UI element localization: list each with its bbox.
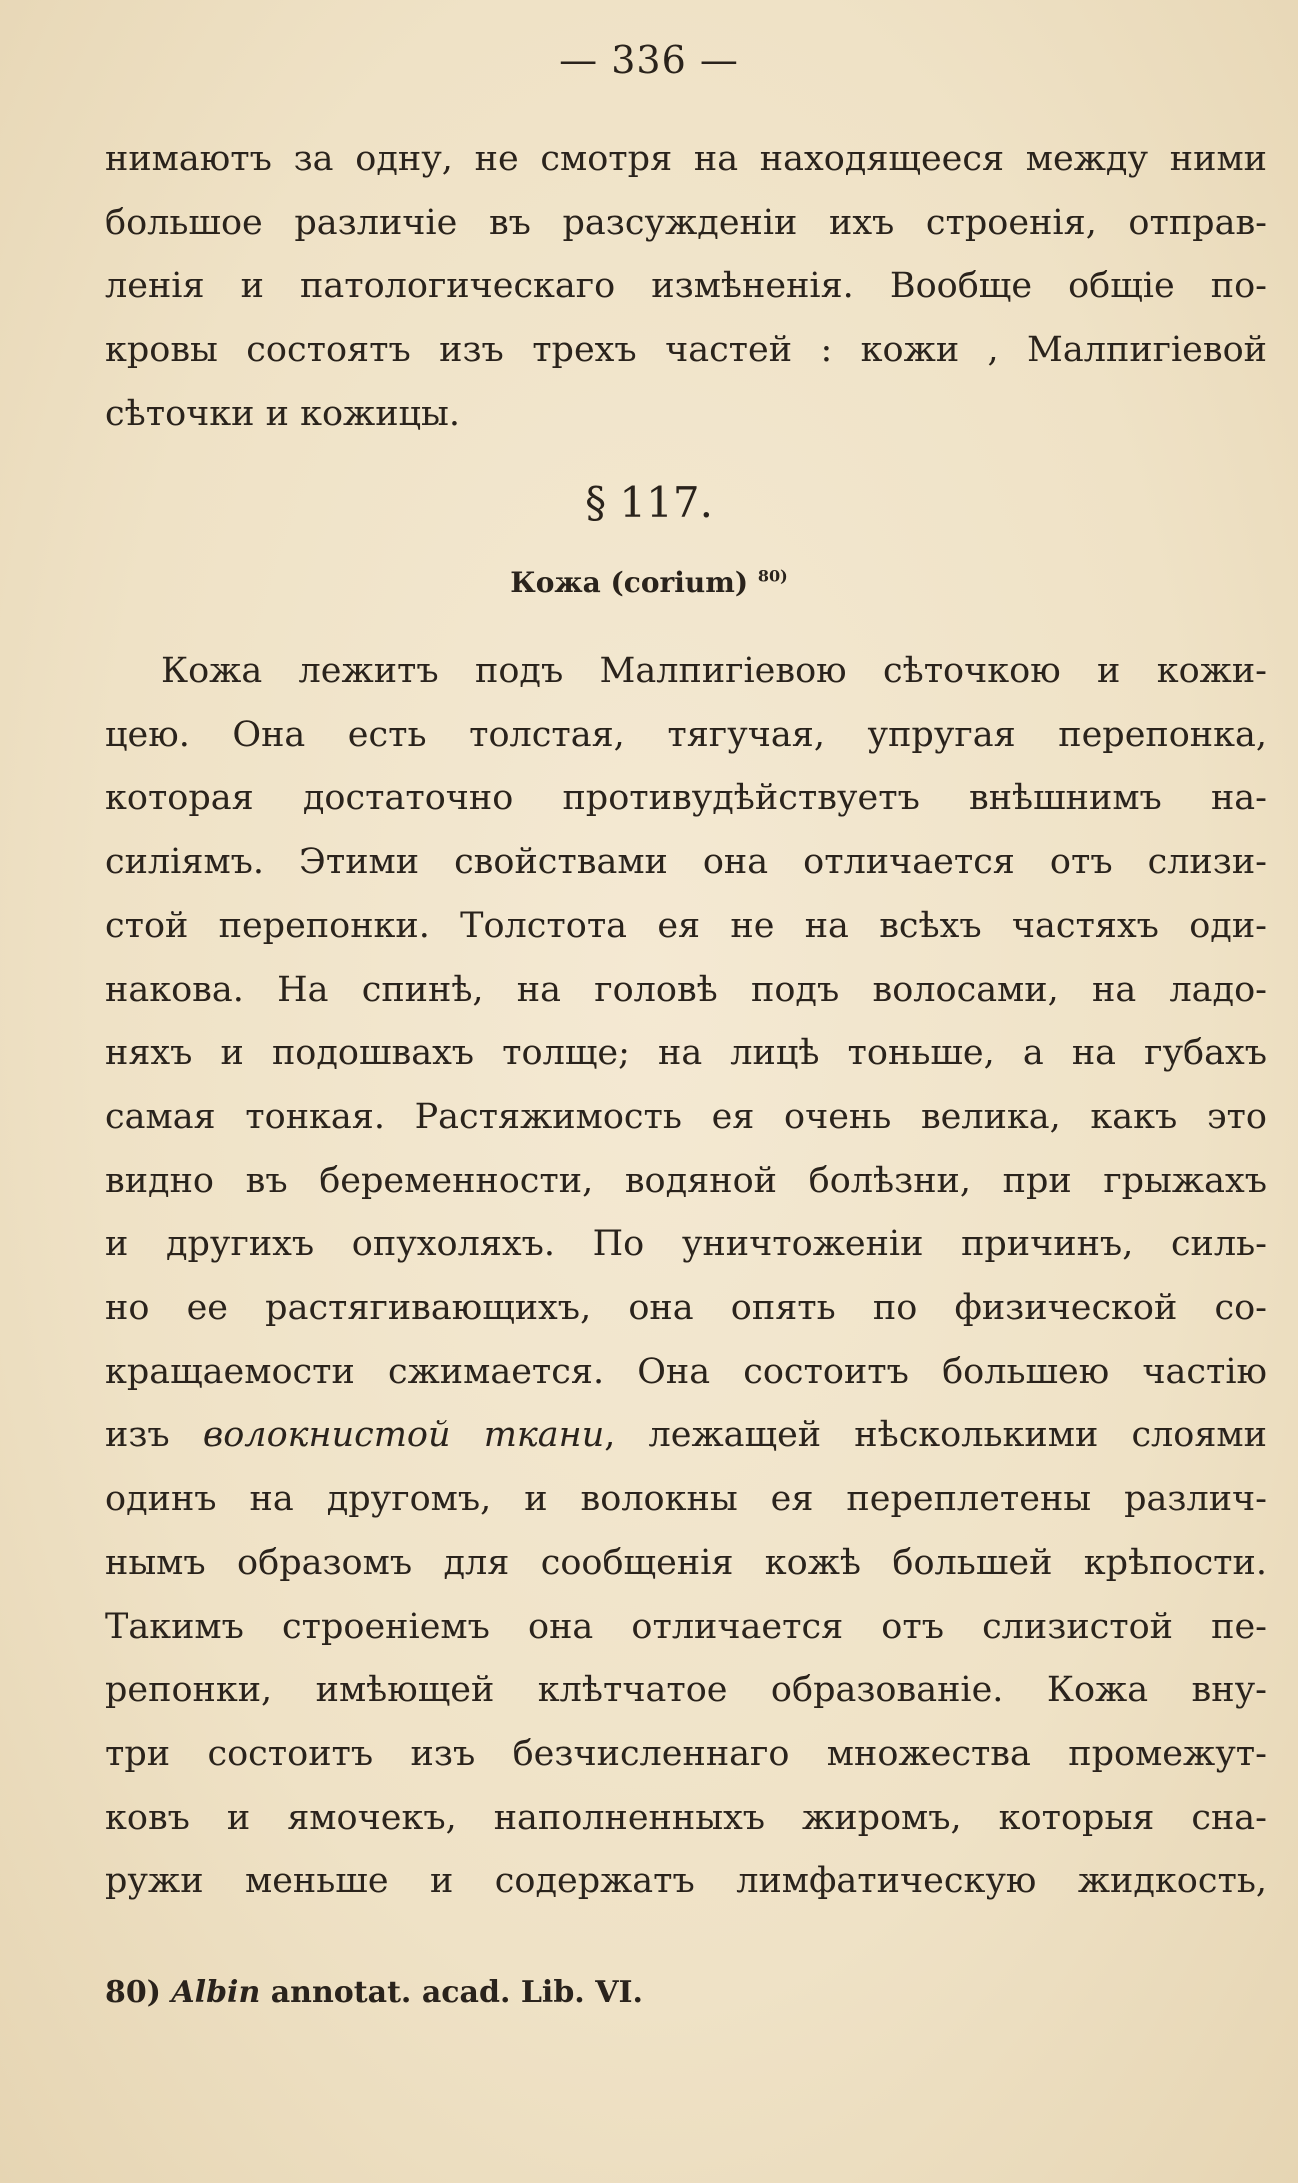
text-line: накова. На спинѣ, на головѣ подъ волосами, на ладо- — [105, 969, 1267, 1010]
text-line: кровы состоятъ изъ трехъ частей : кожи , Малпигіевой — [105, 330, 1267, 371]
text-line: няхъ и подошвахъ толще; на лицѣ тоньше, а на губахъ — [105, 1033, 1267, 1074]
footnote-text: annotat. acad. Lib. VI. — [260, 1975, 643, 2010]
text-line: репонки, имѣющей клѣтчатое образованіе. Кожа вну- — [105, 1670, 1267, 1711]
text-line: ружи меньше и содержатъ лимфатическую жидкость, — [105, 1861, 1267, 1902]
text-line: видно въ беременности, водяной болѣзни, при грыжахъ — [105, 1160, 1267, 1201]
text-line: нымъ образомъ для сообщенія кожѣ большей крѣпости. — [105, 1542, 1267, 1583]
text-line: самая тонкая. Растяжимость ея очень велика, какъ это — [105, 1096, 1267, 1137]
footnote — [105, 1975, 643, 2010]
page-number: — 336 — — [559, 38, 739, 82]
footnote-reference: 80) — [757, 566, 788, 586]
text-line: нимаютъ за одну, не смотря на находящееся между ними — [105, 139, 1267, 179]
text-line: три состоитъ изъ безчисленнаго множества промежут- — [105, 1733, 1267, 1774]
text-line: кращаемости сжимается. Она состоитъ большею частію — [105, 1351, 1267, 1392]
paragraph-continued — [105, 128, 1267, 447]
text-line: но ее растягивающихъ, она опять по физической со- — [105, 1288, 1267, 1329]
text-line-with-italic — [105, 1404, 1267, 1468]
italic-term: волокнистой ткани — [202, 1415, 605, 1456]
text-line: стой перепонки. Толстота ея не на всѣхъ частяхъ оди- — [105, 905, 1267, 946]
text-line: большое различіе въ разсужденіи ихъ строенія, отправ- — [105, 202, 1267, 243]
text-line: ковъ и ямочекъ, наполненныхъ жиромъ, которыя сна- — [105, 1797, 1267, 1838]
text-line: которая достаточно противудѣйствуетъ внѣшнимъ на- — [105, 778, 1267, 819]
text-line: Такимъ строеніемъ она отличается отъ слизистой пе- — [105, 1606, 1267, 1647]
section-number: § 117. — [585, 478, 713, 527]
section-title-text: Кожа (corium) — [510, 566, 749, 599]
paragraph-skin — [105, 640, 1267, 1914]
text-line: сѣточки и кожицы. — [105, 393, 461, 434]
text-line: одинъ на другомъ, и волокны ея переплетены различ- — [105, 1479, 1267, 1520]
text-line: и другихъ опухоляхъ. По уничтоженіи причинъ, силь- — [105, 1224, 1267, 1265]
footnote-author: Albin — [171, 1975, 261, 2010]
text-segment: , лежащей нѣсколькими слоями — [604, 1415, 1267, 1456]
text-line: силіямъ. Этими свойствами она отличается отъ слизи- — [105, 842, 1267, 883]
footnote-number: 80) — [105, 1975, 161, 2010]
section-title — [0, 566, 1298, 599]
text-line: цею. Она есть толстая, тягучая, упругая перепонка, — [105, 714, 1267, 755]
text-segment: изъ — [105, 1415, 203, 1456]
text-line: Кожа лежитъ подъ Малпигіевою сѣточкою и кожи- — [161, 651, 1267, 691]
text-line: ленія и патологическаго измѣненія. Вообще общіе по- — [105, 266, 1267, 307]
